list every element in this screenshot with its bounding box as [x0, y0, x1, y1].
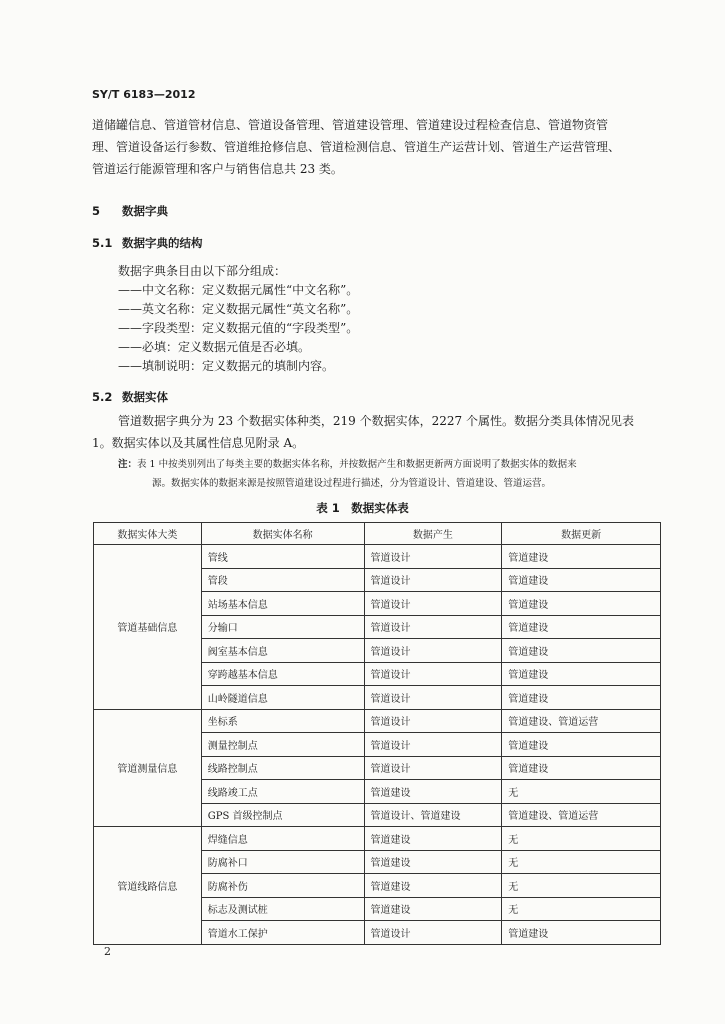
data-source-cell: 管道建设 [364, 897, 502, 921]
data-update-cell: 管道建设 [502, 662, 661, 686]
section-5-1-heading [92, 235, 203, 251]
entity-name-cell: 管线 [201, 545, 364, 569]
data-source-cell: 管道设计 [364, 756, 502, 780]
standard-code: SY/T 6183—2012 [92, 88, 196, 101]
intro-line: 道储罐信息、管道管材信息、管道设备管理、管道建设管理、管道建设过程检查信息、管道物资管 [92, 118, 609, 132]
category-cell: 管道测量信息 [94, 709, 202, 827]
entity-name-cell: 防腐补口 [201, 850, 364, 874]
page-number: 2 [104, 945, 111, 958]
entity-name-cell: 线路控制点 [201, 756, 364, 780]
data-update-cell: 管道建设 [502, 921, 661, 945]
column-header: 数据产生 [364, 523, 502, 545]
data-source-cell: 管道设计 [364, 568, 502, 592]
data-source-cell: 管道设计 [364, 592, 502, 616]
data-source-cell: 管道设计 [364, 662, 502, 686]
entity-name-cell: 站场基本信息 [201, 592, 364, 616]
note-line: 源。数据实体的数据来源是按照管道建设过程进行描述，分为管道设计、管道建设、管道运营。 [152, 478, 552, 489]
section-number: 5.2 [92, 390, 113, 404]
entity-name-cell: 阀室基本信息 [201, 639, 364, 663]
list-item: ——中文名称：定义数据元属性“中文名称”。 [118, 283, 359, 297]
data-update-cell: 管道建设 [502, 756, 661, 780]
section-number: 5.1 [92, 236, 113, 250]
data-source-cell: 管道建设 [364, 850, 502, 874]
data-source-cell: 管道设计 [364, 921, 502, 945]
intro-line: 管道运行能源管理和客户与销售信息共 23 类。 [92, 162, 343, 176]
intro-line: 理、管道设备运行参数、管道维抢修信息、管道检测信息、管道生产运营计划、管道生产运营管理、 [92, 140, 621, 154]
entity-name-cell: 管段 [201, 568, 364, 592]
structure-list [118, 262, 358, 376]
section-number: 5 [92, 204, 101, 218]
entity-name-cell: 测量控制点 [201, 733, 364, 757]
entity-name-cell: 山岭隧道信息 [201, 686, 364, 710]
section-5-2-body [92, 410, 662, 454]
data-source-cell: 管道建设 [364, 827, 502, 851]
list-item: ——必填：定义数据元值是否必填。 [118, 340, 311, 354]
column-header: 数据实体大类 [94, 523, 202, 545]
data-update-cell: 无 [502, 897, 661, 921]
section-title: 数据字典的结构 [122, 236, 203, 250]
data-source-cell: 管道设计 [364, 639, 502, 663]
table-row [94, 709, 661, 733]
category-cell: 管道基础信息 [94, 545, 202, 710]
table-note [118, 455, 663, 493]
data-source-cell: 管道设计 [364, 686, 502, 710]
intro-paragraph [92, 114, 662, 180]
column-header: 数据更新 [502, 523, 661, 545]
entity-name-cell: 管道水工保护 [201, 921, 364, 945]
entity-name-cell: 坐标系 [201, 709, 364, 733]
list-item: ——字段类型：定义数据元值的“字段类型”。 [118, 321, 359, 335]
data-source-cell: 管道设计 [364, 733, 502, 757]
list-lead: 数据字典条目由以下部分组成： [118, 264, 287, 278]
entity-name-cell: 分输口 [201, 615, 364, 639]
data-update-cell: 无 [502, 780, 661, 804]
list-item: ——英文名称：定义数据元属性“英文名称”。 [118, 302, 359, 316]
table-caption: 表 1 数据实体表 [316, 501, 409, 515]
data-update-cell: 管道建设 [502, 592, 661, 616]
data-update-cell: 管道建设 [502, 733, 661, 757]
section-title: 数据字典 [122, 204, 168, 218]
data-update-cell: 无 [502, 850, 661, 874]
data-update-cell: 无 [502, 874, 661, 898]
section-title: 数据实体 [122, 390, 168, 404]
body-line: 管道数据字典分为 23 个数据实体种类，219 个数据实体，2227 个属性。数据分类具体情况见表 [118, 414, 634, 428]
body-line: 1。数据实体以及其属性信息见附录 A。 [92, 436, 305, 450]
list-item: ——填制说明：定义数据元的填制内容。 [118, 359, 335, 373]
note-line: 表 1 中按类别列出了每类主要的数据实体名称，并按数据产生和数据更新两方面说明了数据实体的数据来 [137, 459, 577, 470]
section-5-heading [92, 203, 168, 219]
note-label: 注： [118, 459, 138, 470]
entity-name-cell: GPS 首级控制点 [201, 803, 364, 827]
data-update-cell: 管道建设、管道运营 [502, 709, 661, 733]
table-row [94, 827, 661, 851]
column-header: 数据实体名称 [201, 523, 364, 545]
table-row [94, 545, 661, 569]
data-update-cell: 管道建设 [502, 545, 661, 569]
data-update-cell: 管道建设 [502, 686, 661, 710]
data-source-cell: 管道设计 [364, 545, 502, 569]
entity-name-cell: 防腐补伤 [201, 874, 364, 898]
table-body [94, 545, 661, 945]
data-source-cell: 管道建设 [364, 780, 502, 804]
data-entity-table [93, 522, 661, 945]
data-source-cell: 管道建设 [364, 874, 502, 898]
table-header-row [94, 523, 661, 545]
entity-name-cell: 标志及测试桩 [201, 897, 364, 921]
category-cell: 管道线路信息 [94, 827, 202, 945]
data-update-cell: 无 [502, 827, 661, 851]
data-update-cell: 管道建设、管道运营 [502, 803, 661, 827]
data-source-cell: 管道设计 [364, 615, 502, 639]
data-update-cell: 管道建设 [502, 568, 661, 592]
data-update-cell: 管道建设 [502, 615, 661, 639]
entity-name-cell: 线路竣工点 [201, 780, 364, 804]
section-5-2-heading [92, 389, 168, 405]
data-source-cell: 管道设计、管道建设 [364, 803, 502, 827]
data-source-cell: 管道设计 [364, 709, 502, 733]
data-update-cell: 管道建设 [502, 639, 661, 663]
entity-name-cell: 焊缝信息 [201, 827, 364, 851]
entity-name-cell: 穿跨越基本信息 [201, 662, 364, 686]
